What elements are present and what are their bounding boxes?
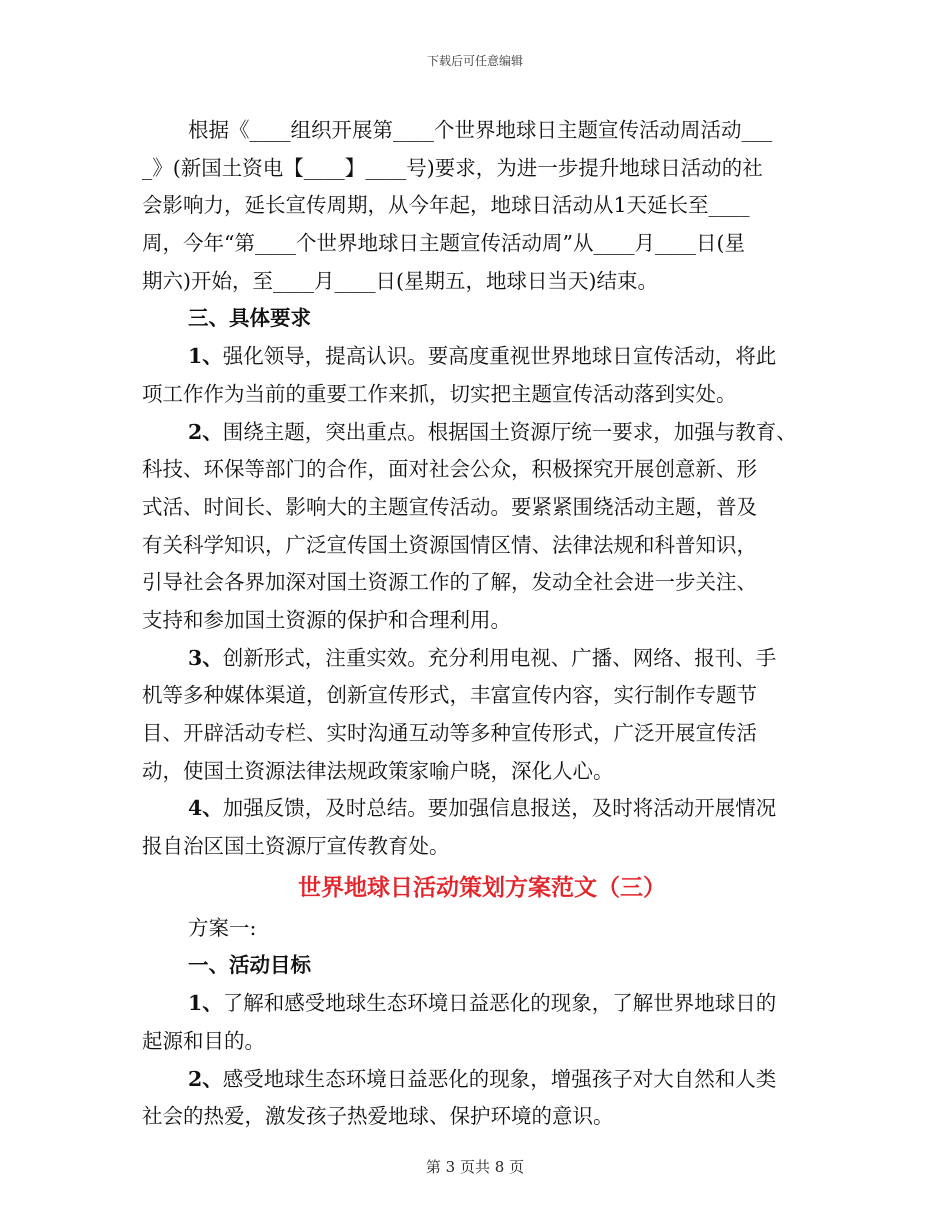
paragraph-line: 科技、环保等部门的合作，面对社会公众，积极探究开展创意新、形 (142, 457, 757, 482)
list-item-number: 4、 (188, 796, 223, 821)
section-heading: 三、具体要求 (188, 306, 311, 331)
list-item-number: 2、 (188, 419, 223, 444)
paragraph-line: 报自治区国土资源厅宣传教育处。 (142, 834, 450, 859)
paragraph-line: 目、开辟活动专栏、实时沟通互动等多种宣传形式，广泛开展宣传活 (142, 721, 757, 745)
list-item-text: 感受地球生态环境日益恶化的现象，增强孩子对大自然和人类 (222, 1066, 777, 1091)
paragraph-line: 有关科学知识，广泛宣传国土资源国情区情、法律法规和科普知识， (142, 532, 757, 557)
document-body (142, 112, 822, 1136)
paragraph-line: 根据《____组织开展第____个世界地球日主题宣传活动周活动___ (188, 118, 773, 142)
list-item (142, 790, 822, 828)
paragraph-line: 期六)开始，至____月____日(星期五，地球日当天)结束。 (142, 268, 658, 293)
plan-label: 方案一: (188, 915, 257, 940)
page-number: 第 3 页共 8 页 (425, 1158, 525, 1176)
list-item (142, 414, 822, 452)
list-item-number: 1、 (188, 991, 223, 1016)
paragraph-line: _》(新国土资电【____】____号)要求，为进一步提升地球日活动的社 (142, 155, 763, 180)
paragraph-line: 支持和参加国土资源的保护和合理利用。 (142, 607, 511, 632)
list-item (142, 640, 822, 678)
list-item (142, 338, 822, 376)
paragraph-line: 动，使国土资源法律法规政策家喻户晓，深化人心。 (142, 758, 614, 783)
section-title: 世界地球日活动策划方案范文（三） (298, 873, 666, 901)
paragraph-line: 机等多种媒体渠道，创新宣传形式，丰富宣传内容，实行制作专题节 (142, 683, 757, 708)
section-heading: 一、活动目标 (188, 953, 311, 978)
header-note: 下载后可任意编辑 (426, 54, 523, 68)
list-item-number: 3、 (188, 645, 223, 670)
list-item-text: 创新形式，注重实效。充分利用电视、广播、网络、报刊、手 (222, 645, 777, 670)
paragraph-line: 会影响力，延长宣传周期，从今年起，地球日活动从1天延长至____ (142, 193, 750, 218)
list-item-text: 强化领导，提高认识。要高度重视世界地球日宣传活动，将此 (222, 344, 777, 369)
paragraph-line: 社会的热爱，激发孩子热爱地球、保护环境的意识。 (142, 1104, 614, 1129)
list-item-text: 围绕主题，突出重点。根据国土资源厅统一要求，加强与教育、 (222, 419, 797, 444)
paragraph-line: 式活、时间长、影响大的主题宣传活动。要紧紧围绕活动主题，普及 (142, 494, 757, 519)
list-item-text: 了解和感受地球生态环境日益恶化的现象，了解世界地球日的 (222, 991, 777, 1016)
paragraph-line: 项工作作为当前的重要工作来抓，切实把主题宣传活动落到实处。 (142, 381, 737, 406)
list-item (142, 985, 822, 1023)
paragraph-line: 起源和目的。 (142, 1028, 265, 1053)
list-item-number: 1、 (188, 344, 223, 369)
paragraph-line: 周，今年“第____个世界地球日主题宣传活动周”从____月____日(星 (142, 231, 745, 256)
list-item-number: 2、 (188, 1066, 223, 1091)
list-item (142, 1061, 822, 1099)
paragraph-line: 引导社会各界加深对国土资源工作的了解，发动全社会进一步关注、 (142, 570, 757, 595)
list-item-text: 加强反馈，及时总结。要加强信息报送，及时将活动开展情况 (222, 796, 777, 821)
